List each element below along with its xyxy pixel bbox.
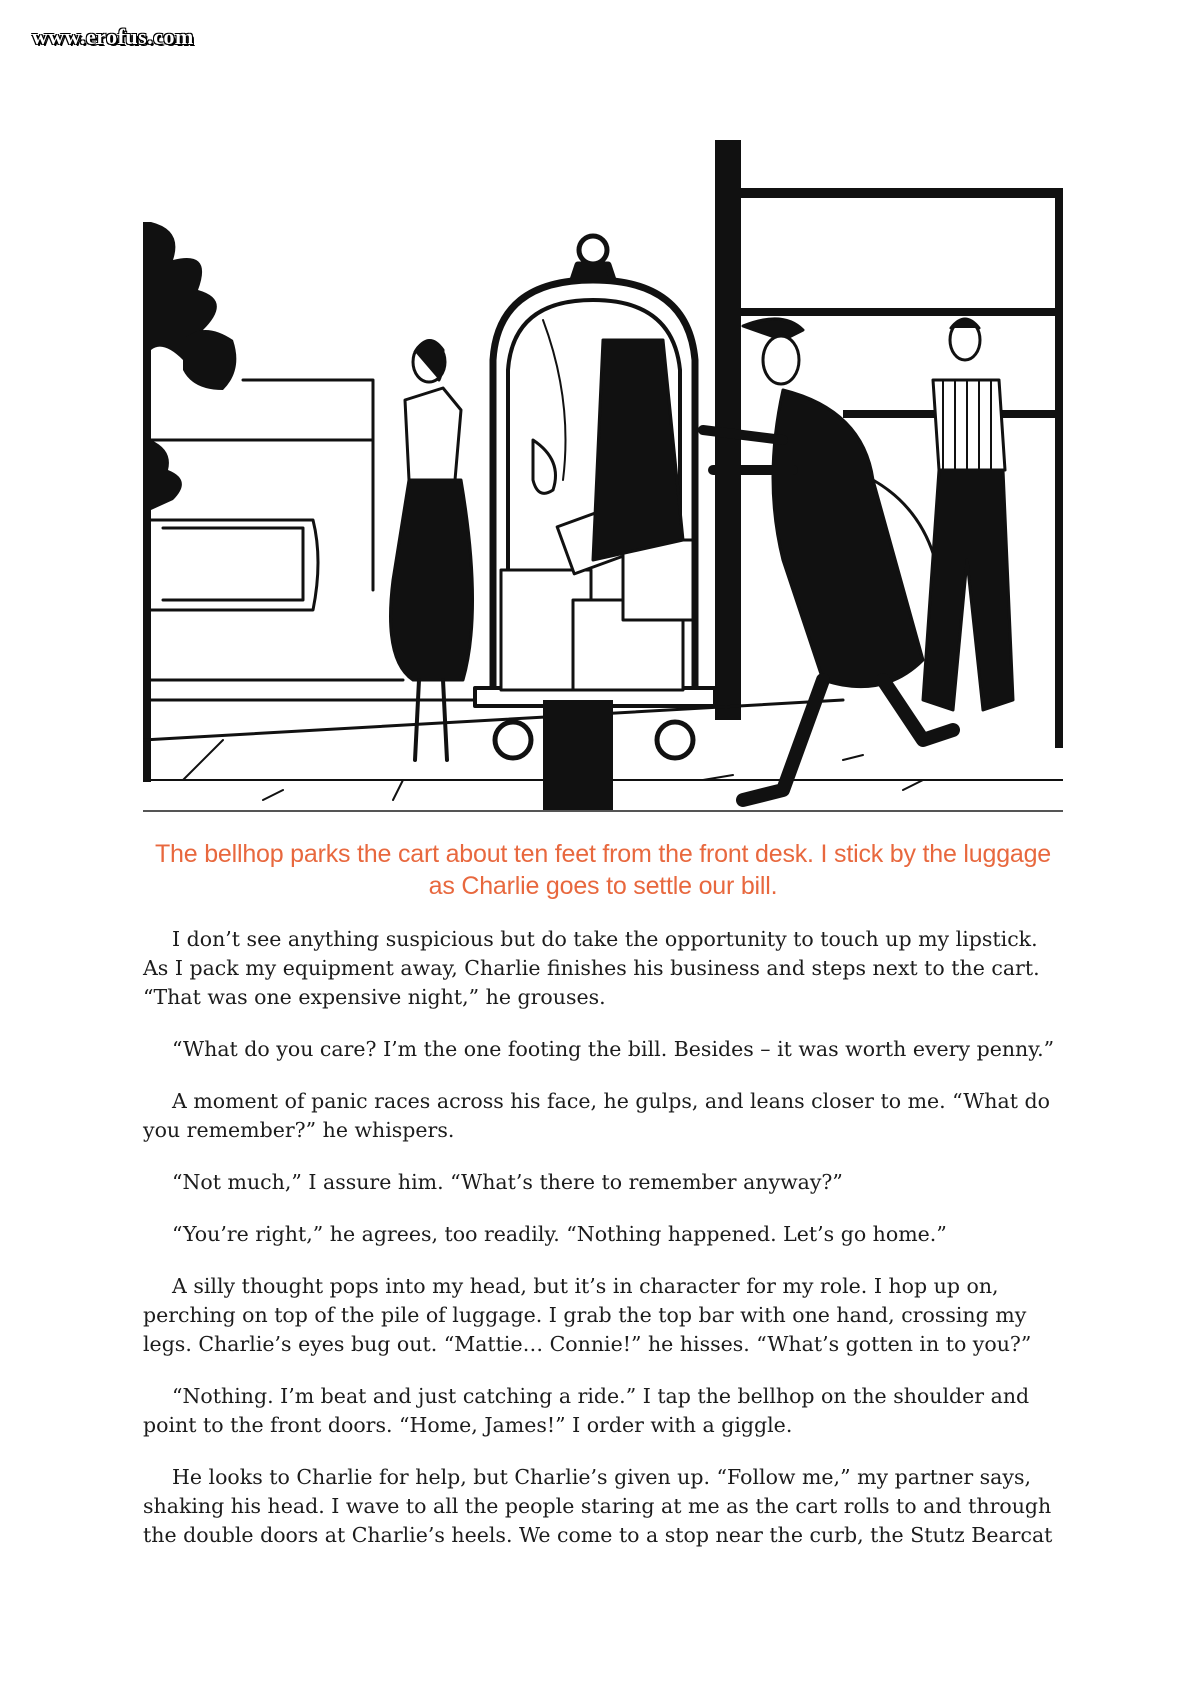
paragraph: I don’t see anything suspicious but do take the opportunity to touch up my lipstick. As I pack my equipment away, Charlie finishes his business and steps next to the cart. “That was one expensive night,” he grouses. <box>143 927 1040 1009</box>
illustration-caption: The bellhop parks the cart about ten feet from the front desk. I stick by the luggage as Charlie goes to settle our bill. <box>154 840 1052 900</box>
paragraph: A moment of panic races across his face, he gulps, and leans closer to me. “What do you remember?” he whispers. <box>143 1089 1050 1142</box>
caption-divider <box>143 810 1063 812</box>
paragraph: A silly thought pops into my head, but it’s in character for my role. I hop up on, perching on top of the pile of luggage. I grab the top bar with one hand, crossing my legs. Charlie’s eyes bug out. “Mattie… Connie!” he hisses. “What’s gotten in to you?” <box>143 1274 1032 1356</box>
hotel-lobby-illustration <box>143 140 1063 812</box>
story-body <box>143 925 1068 1573</box>
paragraph: “You’re right,” he agrees, too readily. “Nothing happened. Let’s go home.” <box>172 1222 947 1246</box>
paragraph: “What do you care? I’m the one footing the bill. Besides – it was worth every penny.” <box>172 1037 1055 1061</box>
paragraph: “Not much,” I assure him. “What’s there to remember anyway?” <box>172 1170 843 1194</box>
paragraph: He looks to Charlie for help, but Charlie’s given up. “Follow me,” my partner says, shaking his head. I wave to all the people staring at me as the cart rolls to and through the double doors at Charlie’s heels. We come to a stop near the curb, the Stutz Bearcat <box>143 1465 1053 1547</box>
paragraph: “Nothing. I’m beat and just catching a ride.” I tap the bellhop on the shoulder and point to the front doors. “Home, James!” I order with a giggle. <box>143 1384 1030 1437</box>
site-watermark: www.erofus.com <box>32 24 194 49</box>
